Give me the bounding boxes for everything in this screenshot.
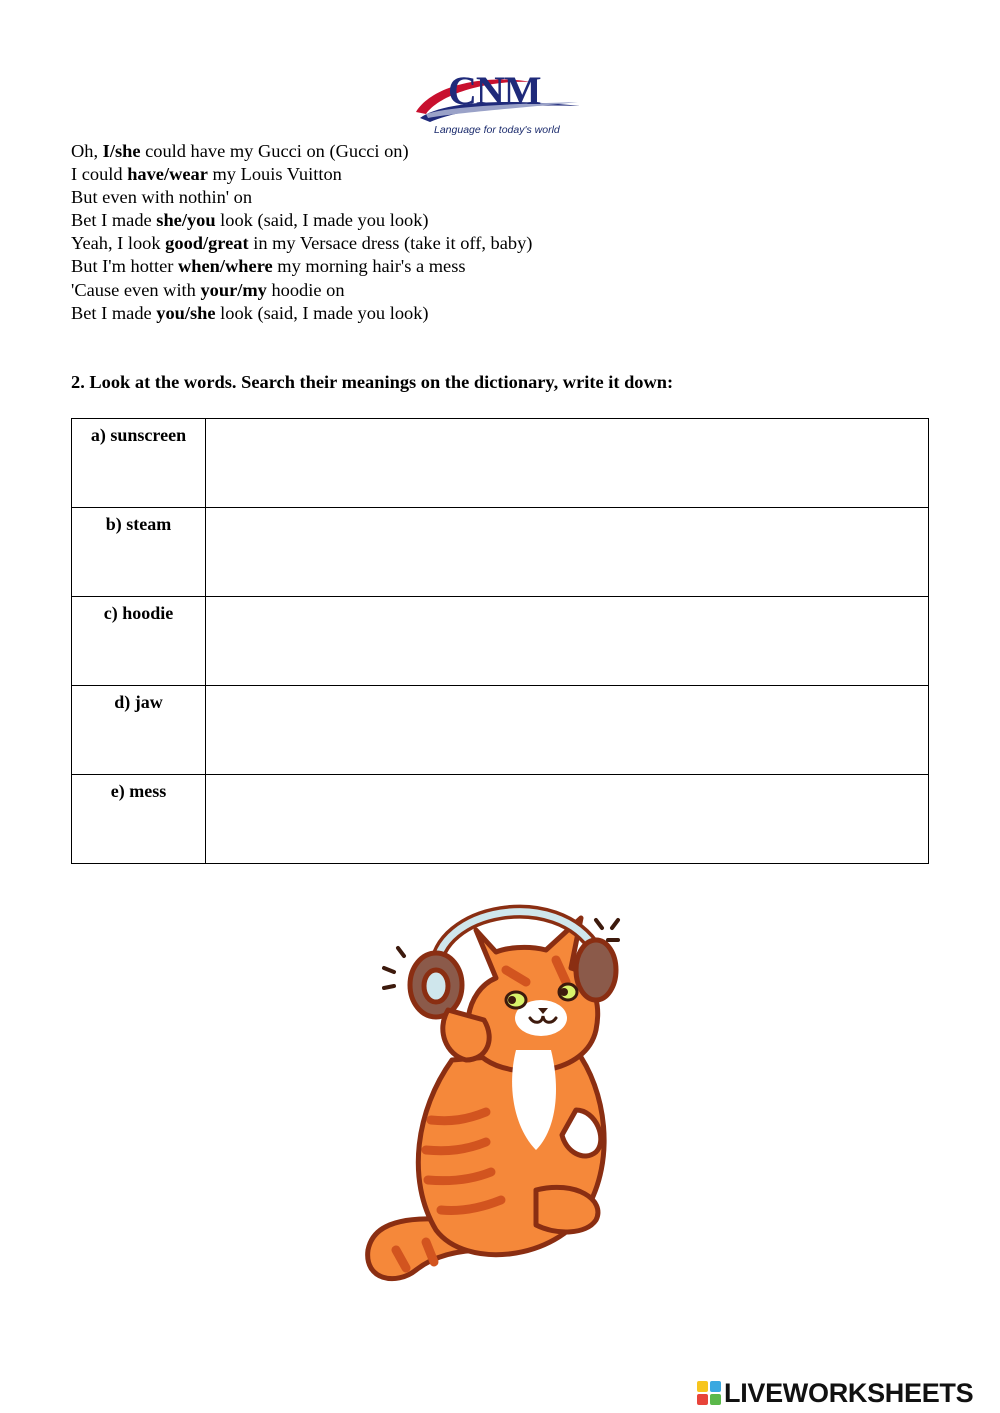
liveworksheets-brand: LIVEWORKSHEETS [724, 1378, 974, 1408]
vocab-word: d) jaw [72, 686, 206, 775]
word-choice[interactable]: have/wear [127, 164, 208, 185]
cat-with-headphones-illustration [356, 890, 632, 1290]
definition-answer-field[interactable] [206, 508, 929, 597]
table-row [72, 508, 929, 597]
table-row [72, 419, 929, 508]
word-choice[interactable]: good/great [165, 233, 249, 254]
lyric-line: But I'm hotter when/where my morning hair's a mess [71, 256, 466, 277]
cat-icon [356, 890, 632, 1290]
word-choice[interactable]: you/she [156, 302, 216, 323]
definition-answer-field[interactable] [206, 419, 929, 508]
vocabulary-table [71, 418, 929, 864]
vocab-word: b) steam [72, 508, 206, 597]
question-heading: 2. Look at the words. Search their meanings on the dictionary, write it down: [71, 372, 674, 392]
table-row [72, 597, 929, 686]
lyric-line: Yeah, I look good/great in my Versace dress (take it off, baby) [71, 233, 533, 254]
liveworksheets-logo-icon [697, 1381, 721, 1405]
cnm-logo-swoosh [412, 68, 584, 126]
vocab-word: e) mess [72, 775, 206, 864]
vocab-word: a) sunscreen [72, 419, 206, 508]
cnm-logo-text: CNM [448, 68, 541, 113]
table-row [72, 775, 929, 864]
liveworksheets-badge[interactable] [697, 1378, 997, 1408]
word-choice[interactable]: when/where [178, 256, 273, 277]
definition-answer-field[interactable] [206, 597, 929, 686]
definition-answer-field[interactable] [206, 686, 929, 775]
lyric-line: Bet I made you/she look (said, I made you look) [71, 302, 429, 323]
vocab-word: c) hoodie [72, 597, 206, 686]
table-row [72, 686, 929, 775]
cnm-logo [412, 68, 584, 140]
lyric-line: Bet I made she/you look (said, I made you look) [71, 210, 429, 231]
lyric-line: Oh, I/she could have my Gucci on (Gucci on) [71, 141, 409, 161]
lyric-line: I could have/wear my Louis Vuitton [71, 164, 342, 185]
lyrics-block [71, 140, 532, 325]
lyric-line: 'Cause even with your/my hoodie on [71, 279, 345, 300]
word-choice[interactable]: your/my [200, 279, 267, 300]
word-choice[interactable]: I/she [102, 141, 141, 161]
lyric-line: But even with nothin' on [71, 187, 253, 208]
definition-answer-field[interactable] [206, 775, 929, 864]
word-choice[interactable]: she/you [156, 210, 216, 231]
logo-tagline: Language for today's world [434, 124, 560, 136]
